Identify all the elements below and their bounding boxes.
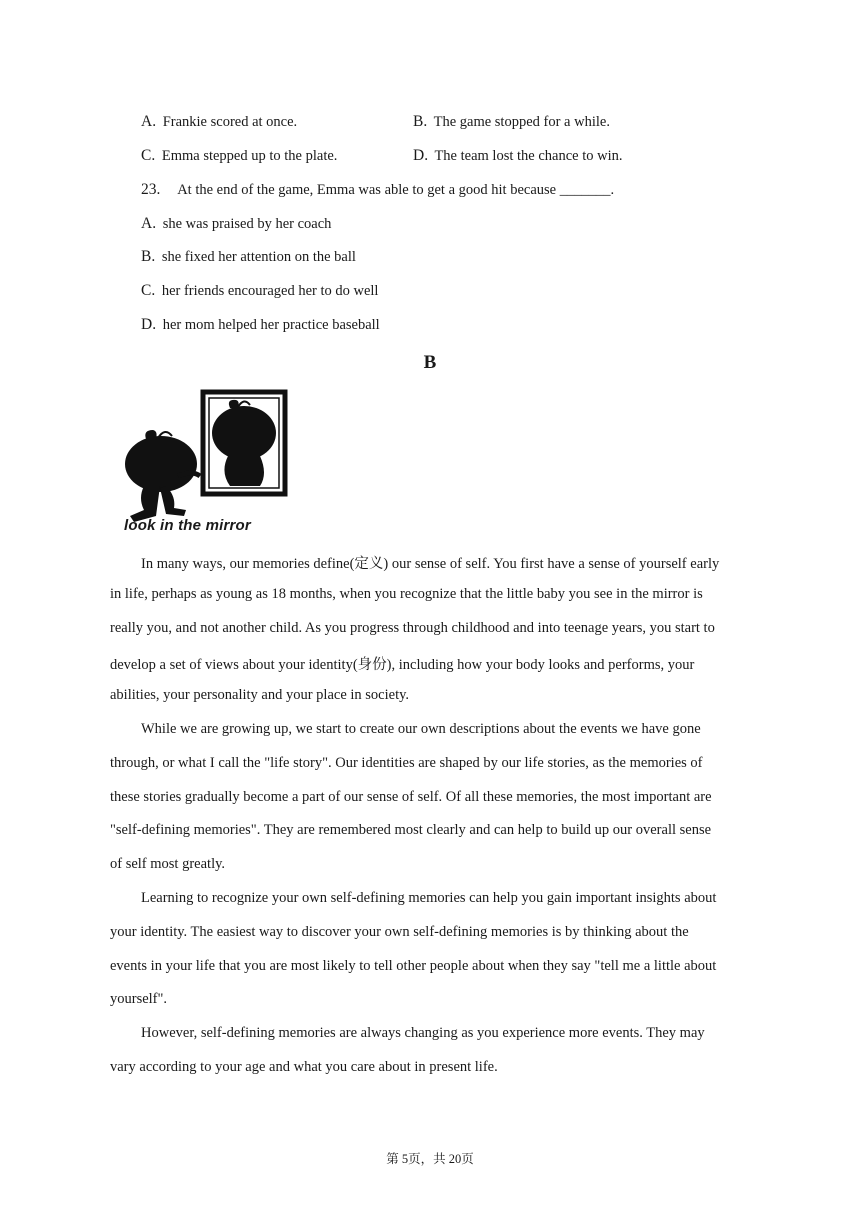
- passage-line: really you, and not another child. As you progress through childhood and into teenage years, you start to: [110, 620, 715, 636]
- passage-line: these stories gradually become a part of our sense of self. Of all these memories, the most important are: [110, 789, 712, 805]
- q23-option-a: [141, 215, 331, 233]
- option-text: Emma stepped up to the plate.: [161, 148, 338, 164]
- option-a: [141, 113, 297, 131]
- option-text: The game stopped for a while.: [433, 114, 610, 130]
- section-title: B: [423, 352, 437, 373]
- option-d: [413, 147, 623, 165]
- option-text: Frankie scored at once.: [162, 114, 298, 130]
- passage-line: yourself".: [110, 991, 168, 1007]
- question-23: [141, 181, 614, 199]
- option-b: [413, 113, 610, 131]
- q23-option-c: [141, 282, 378, 300]
- option-label: D.: [413, 147, 429, 164]
- passage-line: Learning to recognize your own self-defining memories can help you gain important insights about: [141, 890, 717, 906]
- page-footer: 第 5页，共 20页: [386, 1152, 474, 1166]
- passage-line: your identity. The easiest way to discover your own self-defining memories is by thinking about the: [110, 924, 689, 940]
- option-label: A.: [141, 113, 157, 130]
- q23-option-b: [141, 248, 356, 266]
- passage-line: "self-defining memories". They are remembered most clearly and can help to build up our overall sense: [110, 822, 712, 838]
- q23-option-d: [141, 316, 380, 334]
- passage-line: abilities, your personality and your place in society.: [110, 687, 410, 703]
- option-label: D.: [141, 316, 157, 333]
- question-number: 23.: [141, 181, 161, 198]
- passage-line: of self most greatly.: [110, 856, 226, 872]
- option-text: her friends encouraged her to do well: [161, 283, 379, 299]
- passage-line: events in your life that you are most likely to tell other people about when they say "tell me a little about: [110, 958, 717, 974]
- passage-line: through, or what I call the "life story". Our identities are shaped by our life stories, as the memories of: [110, 755, 703, 771]
- passage-line: develop a set of views about your identity(身份), including how your body looks and performs, your: [110, 657, 695, 673]
- passage-line: However, self-defining memories are always changing as you experience more events. They may: [141, 1025, 705, 1041]
- option-text: her mom helped her practice baseball: [162, 317, 380, 333]
- option-label: C.: [141, 282, 156, 299]
- option-label: A.: [141, 215, 157, 232]
- passage-line: vary according to your age and what you care about in present life.: [110, 1059, 498, 1075]
- option-c: [141, 147, 337, 165]
- option-text: she was praised by her coach: [162, 216, 332, 232]
- passage-line: In many ways, our memories define(定义) our sense of self. You first have a sense of yourself early: [141, 556, 720, 572]
- image-caption: look in the mirror: [124, 517, 251, 534]
- question-stem: At the end of the game, Emma was able to get a good hit because _______.: [177, 182, 615, 198]
- option-text: The team lost the chance to win.: [434, 148, 623, 164]
- passage-line: While we are growing up, we start to create our own descriptions about the events we have gone: [141, 721, 701, 737]
- option-label: C.: [141, 147, 156, 164]
- option-label: B.: [413, 113, 428, 130]
- option-label: B.: [141, 248, 156, 265]
- option-text: she fixed her attention on the ball: [161, 249, 356, 265]
- passage-line: in life, perhaps as young as 18 months, when you recognize that the little baby you see in the mirror is: [110, 586, 703, 602]
